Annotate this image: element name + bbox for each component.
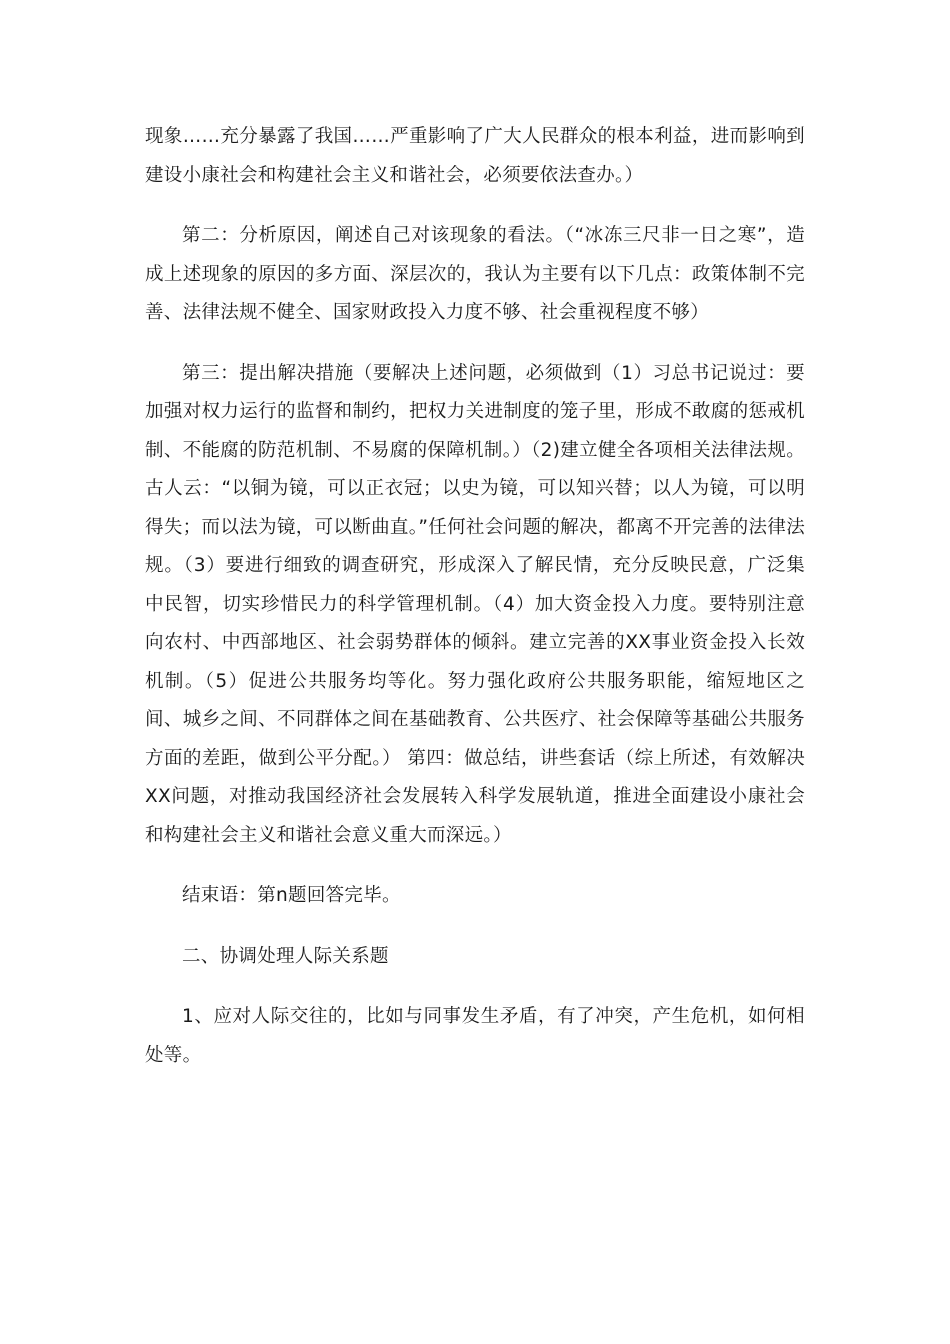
paragraph-closing: 结束语：第n题回答完毕。 <box>182 885 401 906</box>
paragraph-item-1: 1、应对人际交往的，比如与同事发生矛盾，有了冲突，产生危机，如何相处等。 <box>145 1006 805 1066</box>
paragraph-gap <box>145 916 805 938</box>
section-heading: 二、协调处理人际关系题 <box>182 945 389 967</box>
paragraph-analysis: 第二：分析原因，阐述自己对该现象的看法。（“冰冻三尺非一日之寒”，造成上述现象的原因的多方面、深层次的，我认为主要有以下几点：政策体制不完善、法律法规不健全、国家财政投入力度不够、社会重视程度不够） <box>145 225 805 323</box>
paragraph-gap <box>145 976 805 998</box>
paragraph-measures: 第三：提出解决措施（要解决上述问题，必须做到（1）习总书记说过：要加强对权力运行的监督和制约，把权力关进制度的笼子里，形成不敢腐的惩戒机制、不能腐的防范机制、不易腐的保障机制。）（2)建立健全各项相关法律法规。古人云：“以铜为镜，可以正衣冠；以史为镜，可以知兴替；以人为镜，可以明得失；而以法为镜，可以断曲直。”任何社会问题的解决，都离不开完善的法律法规。（3）要进行细致的调查研究，形成深入了解民情，充分反映民意，广泛集中民智，切实珍惜民力的科学管理机制。（4）加大资金投入力度。要特别注意向农村、中西部地区、社会弱势群体的倾斜。建立完善的XX事业资金投入长效机制。（5）促进公共服务均等化。努力强化政府公共服务职能，缩短地区之间、城乡之间、不同群体之间在基础教育、公共医疗、社会保障等基础公共服务方面的差距，做到公平分配。） 第四：做总结，讲些套话（综上所述，有效解决XX问题，对推动我国经济社会发展转入科学发展轨道，推进全面建设小康社会和构建社会主义和谐社会意义重大而深远。） <box>145 362 805 846</box>
paragraph-gap <box>145 333 805 355</box>
paragraph-gap <box>145 855 805 877</box>
document-page <box>145 118 805 1075</box>
paragraph-continuation: 现象……充分暴露了我国……严重影响了广大人民群众的根本利益，进而影响到建设小康社会和构建社会主义和谐社会，必须要依法查办。） <box>145 126 805 186</box>
paragraph-gap <box>145 195 805 217</box>
